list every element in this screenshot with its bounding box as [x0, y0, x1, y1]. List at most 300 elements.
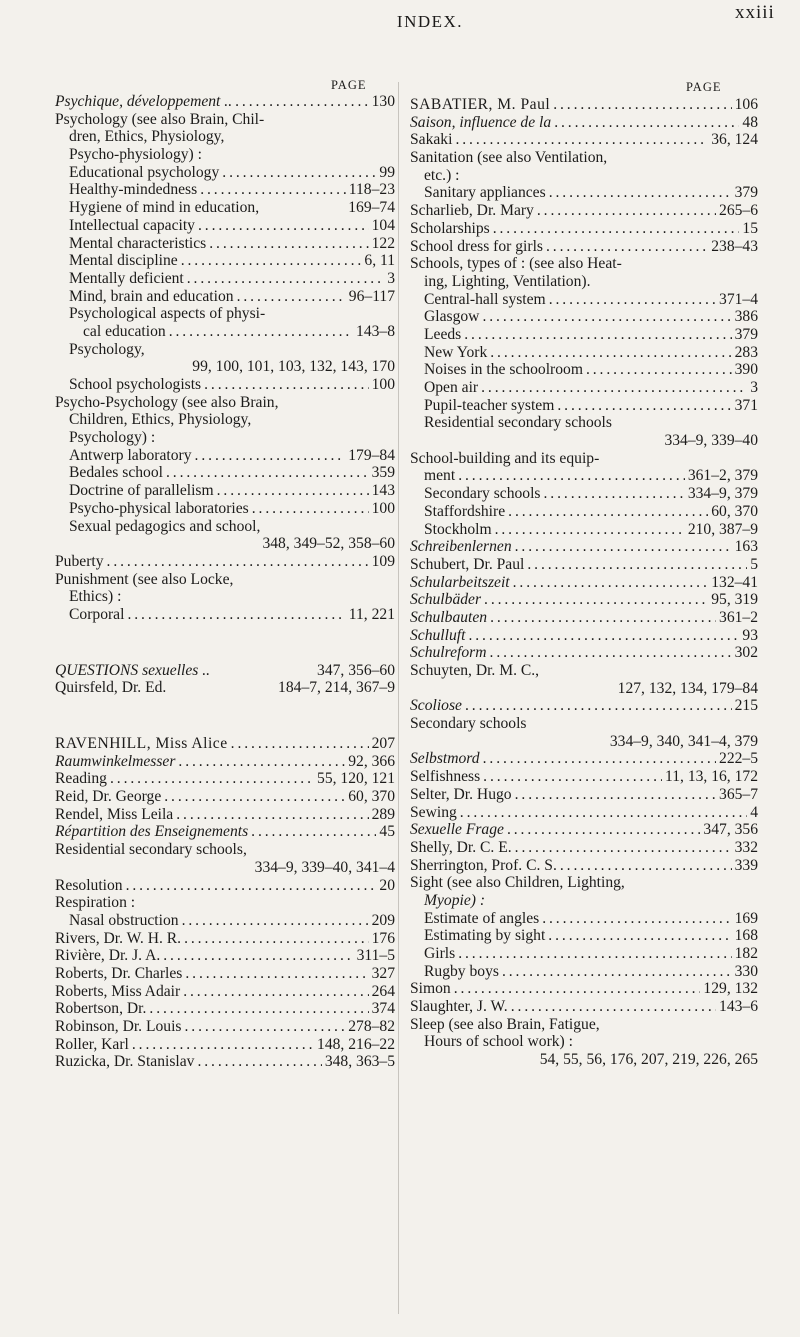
page-header-title: INDEX.: [396, 12, 464, 31]
index-entry-pages: 168: [734, 927, 758, 945]
index-entry-pages: 390: [734, 361, 758, 379]
index-entry: [55, 859, 395, 877]
section-gap: [55, 697, 395, 735]
dot-leader: [554, 114, 739, 132]
index-entry-term: Sakaki: [410, 131, 453, 149]
index-entry: [410, 308, 758, 326]
index-entry-term: Robertson, Dr.: [55, 1000, 147, 1018]
dot-leader: [176, 806, 368, 824]
index-entry-term: Psychology,: [69, 340, 145, 358]
dot-leader: [557, 397, 731, 415]
dot-leader: [544, 485, 685, 503]
dot-leader: [209, 235, 368, 253]
dot-leader: [252, 500, 369, 518]
index-entry-pages: 99, 100, 101, 103, 132, 143, 170: [192, 358, 395, 376]
index-entry: [55, 217, 395, 235]
index-entry-pages: 179–84: [348, 446, 395, 464]
index-entry: [55, 235, 395, 253]
index-entry: [55, 376, 395, 394]
index-entry-pages: 334–9, 340, 341–4, 379: [609, 732, 758, 750]
index-entry-pages: 222–5: [719, 750, 758, 768]
index-entry-pages: 365–7: [719, 785, 758, 803]
index-entry: [55, 111, 395, 129]
index-entry-pages: 60, 370: [711, 502, 758, 520]
index-entry-term: Punishment (see also Locke,: [55, 570, 234, 588]
index-entry: [410, 467, 758, 485]
index-entry-term: Stockholm: [424, 520, 492, 538]
index-entry-term: Sherrington, Prof. C. S.: [410, 856, 557, 874]
index-entry-pages: 311–5: [356, 947, 395, 965]
index-entry-pages: 209: [371, 911, 395, 929]
index-entry-term: ment: [424, 467, 456, 485]
index-entry: [55, 464, 395, 482]
index-entry-pages: 3: [750, 379, 758, 396]
index-entry-term: Children, Ethics, Physiology,: [69, 411, 252, 429]
index-entry: [55, 181, 395, 199]
dot-leader: [508, 503, 708, 521]
index-entry: [410, 485, 758, 503]
index-entry: [55, 429, 395, 447]
index-entry-pages: 143: [371, 482, 395, 500]
index-entry: [55, 788, 395, 806]
dot-leader: [484, 591, 708, 609]
index-entry-pages: 148, 216–22: [317, 1035, 395, 1053]
index-entry-term: ing, Lighting, Ventilation).: [424, 272, 591, 290]
index-entry-term: Puberty: [55, 552, 104, 570]
index-entry-pages: 359: [371, 464, 395, 482]
index-entry: [55, 500, 395, 518]
dot-leader: [546, 238, 708, 256]
index-entry: [410, 255, 758, 273]
index-entry-term: Estimate of angles: [424, 909, 540, 927]
index-entry-term: Sewing: [410, 803, 457, 821]
index-entry-pages: 11, 13, 16, 172: [665, 768, 758, 786]
index-entry-term: Roberts, Miss Adair: [55, 982, 181, 1000]
dot-leader: [251, 823, 376, 841]
dot-leader: [482, 308, 731, 326]
index-entry-term: Psychique, développement ..: [55, 93, 233, 110]
index-entry-pages: 330: [734, 962, 758, 980]
dot-leader: [166, 464, 369, 482]
index-entry-pages: 132–41: [711, 573, 758, 591]
index-entry-pages: 264: [371, 982, 395, 1000]
index-entry: [55, 841, 395, 859]
index-entry: [55, 930, 395, 948]
index-entry-pages: 20: [379, 876, 395, 894]
dot-leader: [483, 750, 716, 768]
dot-leader: [513, 574, 709, 592]
index-entry-pages: 143–8: [356, 322, 395, 340]
dot-leader: [507, 821, 700, 839]
index-entry-term: Hygiene of mind in education,: [69, 199, 260, 217]
index-entry: [55, 341, 395, 359]
index-entry: [410, 450, 758, 468]
dot-leader: [495, 521, 685, 539]
index-entry-pages: 289: [371, 805, 395, 823]
index-entry-pages: 60, 370: [348, 788, 395, 806]
index-entry: [410, 167, 758, 185]
dot-leader: [126, 877, 377, 895]
index-entry: [55, 679, 395, 697]
index-entry-pages: 130: [371, 93, 395, 110]
index-entry-pages: 104: [371, 216, 395, 234]
index-entry-term: Schuyten, Dr. M. C.,: [410, 662, 540, 679]
index-entry-pages: 45: [379, 823, 395, 841]
index-entry-pages: 210, 387–9: [687, 520, 758, 538]
dot-leader: [553, 96, 731, 114]
dot-leader: [231, 735, 369, 753]
index-entry-pages: 238–43: [711, 237, 758, 255]
index-entry-pages: 379: [734, 325, 758, 343]
index-entry: [55, 93, 395, 111]
index-entry-pages: 334–9, 339–40, 341–4: [254, 858, 395, 876]
index-entry-term: Mental discipline: [69, 252, 178, 270]
index-entry: [55, 571, 395, 589]
index-entry: [410, 149, 758, 167]
index-entry-term: Quirsfeld, Dr. Ed.: [55, 679, 167, 697]
dot-leader: [464, 326, 731, 344]
index-entry-pages: 169: [734, 909, 758, 927]
index-entry-term: Glasgow: [424, 308, 480, 326]
index-entry-term: Girls: [424, 945, 456, 962]
index-entry: [410, 414, 758, 432]
index-entry-pages: 332: [734, 838, 758, 856]
index-entry-list: [410, 96, 758, 1069]
index-entry: [55, 1053, 395, 1071]
index-entry-pages: 100: [371, 376, 395, 393]
index-entry-term: Rendel, Miss Leila: [55, 805, 174, 823]
index-entry-pages: 374: [371, 1000, 395, 1018]
index-entry-term: Rugby boys: [424, 962, 499, 980]
index-entry: [410, 963, 758, 981]
index-entry-pages: 348, 349–52, 358–60: [262, 535, 395, 553]
dot-leader: [107, 553, 369, 571]
dot-leader: [178, 753, 345, 771]
index-entry-term: Leeds: [424, 325, 462, 343]
index-entry: [410, 627, 758, 645]
index-entry: [410, 662, 758, 680]
dot-leader: [490, 344, 731, 362]
index-entry-term: Psychology (see also Brain, Chil-: [55, 110, 265, 128]
section-gap: [55, 624, 395, 662]
index-entry-term: Roller, Karl: [55, 1035, 129, 1053]
index-entry: [55, 588, 395, 606]
dot-leader: [164, 788, 345, 806]
index-entry-pages: 55, 120, 121: [317, 770, 395, 788]
dot-leader: [586, 361, 732, 379]
index-entry-term: Mental characteristics: [69, 234, 207, 252]
index-entry-term: Psychology) :: [69, 429, 156, 447]
index-entry: [410, 1051, 758, 1069]
index-entry-pages: 93: [742, 626, 758, 644]
index-entry: [55, 394, 395, 412]
dot-leader: [483, 768, 662, 786]
dot-leader: [549, 291, 716, 309]
index-entry: [410, 786, 758, 804]
index-entry-term: Ruzicka, Dr. Stanislav: [55, 1053, 195, 1071]
dot-leader: [217, 482, 369, 500]
dot-leader: [458, 467, 685, 485]
dot-leader: [110, 770, 314, 788]
index-entry: [410, 1033, 758, 1051]
index-entry-list: [55, 93, 395, 1071]
dot-leader: [183, 983, 368, 1001]
index-entry-pages: 99: [379, 163, 395, 181]
index-entry-term: Intellectual capacity: [69, 216, 195, 234]
index-entry: [410, 131, 758, 149]
index-entry-term: Schools, types of : (see also Heat-: [410, 255, 622, 273]
index-entry-term: Staffordshire: [424, 502, 506, 520]
index-entry-term: Antwerp laboratory: [69, 446, 192, 464]
index-entry-term: Rivers, Dr. W. H. R.: [55, 929, 182, 947]
index-entry-term: Psycho-physical laboratories: [69, 499, 249, 517]
index-entry: [410, 733, 758, 751]
index-entry-term: Hours of school work) :: [424, 1033, 573, 1051]
index-entry-term: School dress for girls: [410, 237, 543, 255]
index-entry: [410, 503, 758, 521]
index-entry: [410, 591, 758, 609]
dot-leader: [127, 606, 345, 624]
index-entry-term: Robinson, Dr. Louis: [55, 1018, 182, 1035]
index-entry-term: Sexuelle Frage: [410, 821, 504, 839]
index-entry-pages: 379: [734, 184, 758, 202]
index-entry-term: Scoliose: [410, 697, 462, 715]
dot-leader: [184, 930, 369, 948]
index-entry-term: Schubert, Dr. Paul: [410, 555, 525, 573]
page-number: xxiii: [735, 2, 775, 23]
dot-leader: [181, 252, 362, 270]
index-entry: [55, 146, 395, 164]
index-entry-pages: 36, 124: [711, 131, 758, 149]
index-entry-term: Sleep (see also Brain, Fatigue,: [410, 1015, 600, 1033]
index-entry: [55, 553, 395, 571]
dot-leader: [537, 202, 716, 220]
index-entry-term: Raumwinkelmesser: [55, 752, 176, 770]
dot-leader: [468, 627, 739, 645]
index-entry-term: Residential secondary schools,: [55, 841, 247, 859]
index-entry-pages: 386: [734, 308, 758, 326]
index-entry-term: Schulreform: [410, 644, 487, 662]
index-entry: [410, 96, 758, 114]
index-entry: [55, 482, 395, 500]
index-entry-pages: 4: [750, 803, 758, 821]
index-entry-pages: 127, 132, 134, 179–84: [617, 679, 758, 697]
dot-leader: [490, 609, 716, 627]
index-entry: [55, 823, 395, 841]
index-entry-term: Scharlieb, Dr. Mary: [410, 202, 534, 220]
index-entry-pages: 54, 55, 56, 176, 207, 219, 226, 265: [539, 1051, 758, 1069]
index-entry: [55, 535, 395, 553]
index-entry-term: Sanitary appliances: [424, 184, 546, 202]
index-entry-pages: 11, 221: [348, 605, 395, 623]
dot-leader: [542, 910, 731, 928]
index-entry-pages: 6, 11: [364, 252, 395, 270]
index-entry: [55, 983, 395, 1001]
index-entry-pages: 339: [734, 856, 758, 874]
index-entry-term: Répartition des Enseignements: [55, 823, 249, 841]
index-entry: [410, 220, 758, 238]
index-entry-term: cal education: [83, 322, 166, 340]
dot-leader: [548, 927, 731, 945]
index-entry-pages: 361–2, 379: [687, 467, 758, 485]
index-entry: [55, 1000, 395, 1018]
index-entry-term: Saison, influence de la: [410, 113, 552, 131]
index-entry-term: Schreibenlernen: [410, 538, 512, 556]
index-entry-pages: 215: [734, 697, 758, 715]
index-entry: [410, 273, 758, 291]
index-entry-term: Corporal: [69, 605, 125, 623]
index-entry: [410, 644, 758, 662]
index-entry-term: etc.) :: [424, 166, 460, 184]
dot-leader: [187, 270, 384, 288]
index-entry-pages: 207: [371, 735, 395, 752]
index-entry: [410, 980, 758, 998]
index-entry: [410, 291, 758, 309]
index-entry-term: Schulbauten: [410, 608, 488, 626]
index-entry: [410, 910, 758, 928]
index-entry: [410, 892, 758, 910]
dot-leader: [222, 164, 376, 182]
index-entry: [55, 877, 395, 895]
index-entry-term: Sexual pedagogics and school,: [69, 517, 261, 535]
dot-leader: [149, 1000, 368, 1018]
index-entry-term: Noises in the schoolroom: [424, 361, 583, 379]
index-entry: [410, 680, 758, 698]
index-entry-term: Slaughter, J. W.: [410, 998, 508, 1016]
index-entry: [55, 252, 395, 270]
index-entry-term: Psycho-Psychology (see also Brain,: [55, 393, 279, 411]
index-entry: [55, 806, 395, 824]
index-entry-term: Ethics) :: [69, 588, 122, 606]
dot-leader: [185, 1018, 346, 1036]
dot-leader: [502, 963, 732, 981]
index-entry-pages: 96–117: [348, 287, 395, 305]
dot-leader: [132, 1036, 314, 1054]
index-entry: [410, 857, 758, 875]
index-entry-term: Mind, brain and education: [69, 287, 234, 305]
index-entry-pages: 95, 319: [711, 591, 758, 609]
index-entry: [410, 998, 758, 1016]
index-entry-term: Nasal obstruction: [69, 911, 179, 929]
index-entry-pages: 371: [734, 396, 758, 414]
index-entry: [410, 945, 758, 963]
index-entry: [410, 202, 758, 220]
index-entry-pages: 129, 132: [703, 980, 758, 998]
index-entry-term: Scholarships: [410, 219, 490, 237]
index-entry: [410, 326, 758, 344]
dot-leader: [163, 947, 353, 965]
index-entry: [410, 609, 758, 627]
index-entry: [410, 556, 758, 574]
index-entry-term: Secondary schools: [424, 485, 541, 503]
index-entry-term: Respiration :: [55, 894, 136, 912]
dot-leader: [200, 181, 346, 199]
index-entry-pages: 348, 363–5: [324, 1053, 395, 1071]
index-entry-pages: 92, 366: [348, 752, 395, 770]
index-entry: [410, 1016, 758, 1034]
index-entry-term: New York: [424, 343, 488, 361]
index-entry: [55, 164, 395, 182]
index-entry-term: Reid, Dr. George: [55, 788, 162, 806]
index-entry-term: QUESTIONS sexuelles ..: [55, 661, 211, 679]
index-entry-term: Selbstmord: [410, 750, 480, 768]
index-entry-term: Bedales school: [69, 464, 163, 482]
index-entry: [410, 361, 758, 379]
index-entry-pages: 371–4: [719, 290, 758, 308]
index-entry: [410, 927, 758, 945]
index-entry: [410, 379, 758, 397]
dot-leader: [454, 980, 701, 998]
index-entry-pages: 169–74: [348, 199, 395, 217]
index-entry: [55, 323, 395, 341]
index-entry: [55, 411, 395, 429]
index-entry-pages: 278–82: [348, 1018, 395, 1035]
index-entry-term: Psycho-physiology) :: [69, 146, 202, 164]
index-entry: [410, 874, 758, 892]
dot-leader: [458, 945, 731, 963]
index-entry-term: Shelly, Dr. C. E.: [410, 838, 512, 856]
index-entry: [410, 538, 758, 556]
index-entry: [410, 397, 758, 415]
index-entry: [55, 894, 395, 912]
index-entry-term: Mentally deficient: [69, 269, 184, 287]
index-entry: [410, 114, 758, 132]
index-entry: [55, 128, 395, 146]
index-entry: [55, 270, 395, 288]
index-entry-term: School-building and its equip-: [410, 449, 600, 467]
index-entry-term: RAVENHILL, Miss Alice: [55, 735, 228, 752]
index-entry-term: Pupil-teacher system: [424, 396, 555, 414]
index-entry-term: Schularbeitszeit: [410, 573, 510, 591]
index-entry: [55, 912, 395, 930]
index-entry-pages: 302: [734, 644, 758, 662]
dot-leader: [460, 804, 747, 822]
index-entry-term: Myopie) :: [424, 891, 486, 909]
dot-leader: [515, 538, 732, 556]
index-entry: [410, 344, 758, 362]
index-entry-pages: 15: [742, 219, 758, 237]
index-entry: [410, 574, 758, 592]
dot-leader: [169, 323, 353, 341]
index-entry-term: Simon: [410, 980, 451, 998]
index-entry-pages: 5: [750, 555, 758, 573]
dot-leader: [490, 644, 732, 662]
index-entry-term: Healthy-mindedness: [69, 181, 198, 199]
index-entry-pages: 347, 356: [703, 821, 758, 839]
index-entry-term: Selfishness: [410, 768, 481, 786]
index-entry-pages: 118–23: [348, 181, 395, 199]
index-entry: [410, 238, 758, 256]
index-entry-pages: 347, 356–60: [317, 661, 395, 679]
index-entry: [55, 1036, 395, 1054]
index-entry: [55, 662, 395, 680]
index-entry: [55, 1018, 395, 1036]
index-entry-pages: 327: [371, 964, 395, 982]
index-entry: [55, 447, 395, 465]
index-entry-pages: 106: [734, 96, 758, 113]
dot-leader: [235, 93, 369, 111]
index-entry-term: dren, Ethics, Physiology,: [69, 128, 225, 146]
index-entry: [410, 697, 758, 715]
index-entry-term: Central-hall system: [424, 290, 546, 308]
index-entry-pages: 48: [742, 113, 758, 131]
dot-leader: [182, 912, 369, 930]
index-entry-pages: 143–6: [719, 998, 758, 1016]
index-entry-term: Residential secondary schools: [424, 414, 612, 432]
index-entry: [55, 518, 395, 536]
index-entry-pages: 361–2: [719, 608, 758, 626]
dot-leader: [527, 556, 747, 574]
